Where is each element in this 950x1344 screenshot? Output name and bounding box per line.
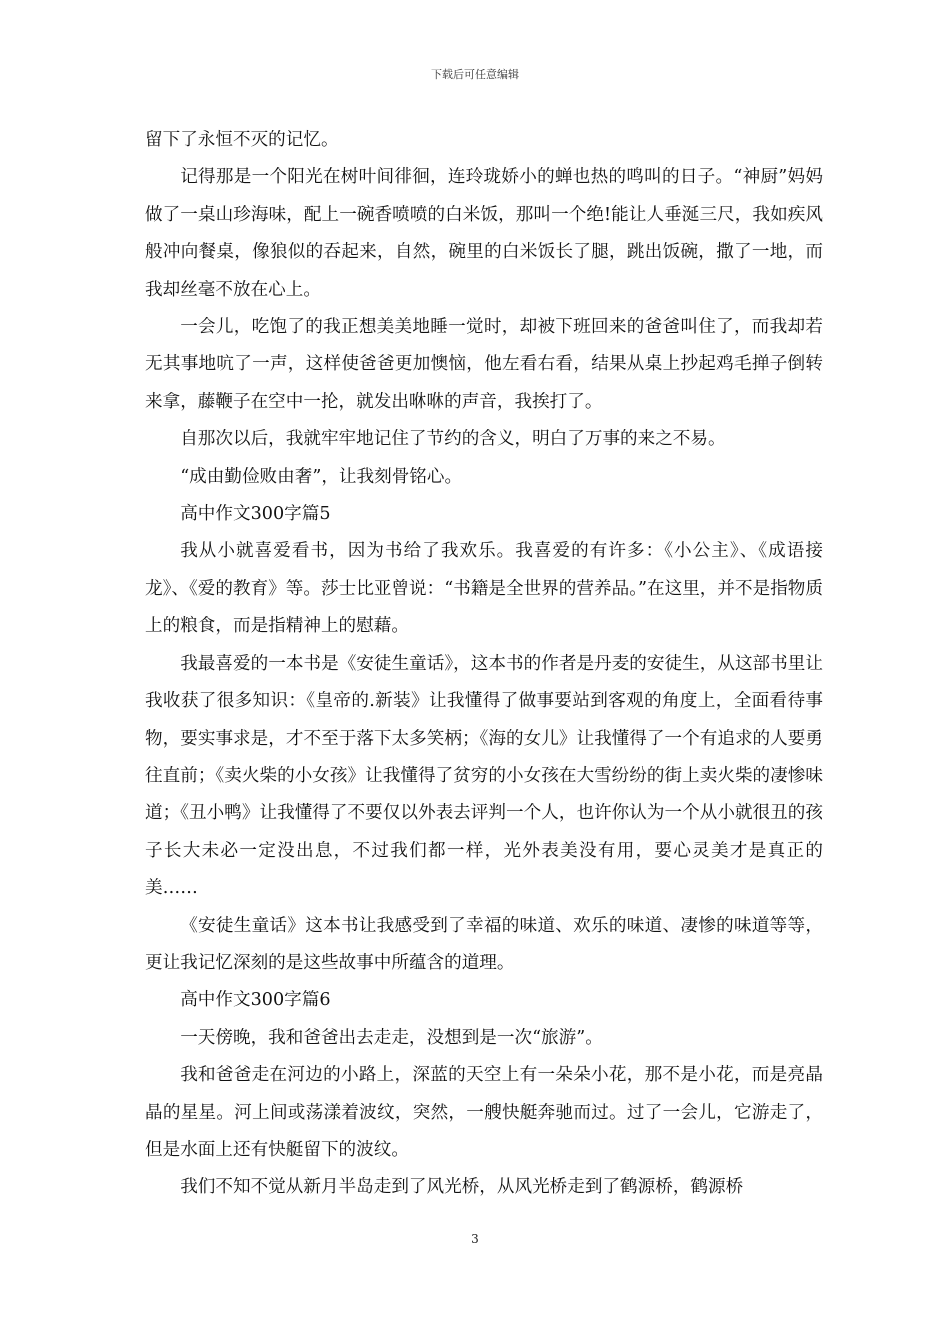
paragraph: 《安徒生童话》这本书让我感受到了幸福的味道、欢乐的味道、凄惨的味道等等，更让我记忆深刻的是这些故事中所蕴含的道理。 bbox=[145, 915, 823, 973]
paragraph: 记得那是一个阳光在树叶间徘徊，连玲珑娇小的蝉也热的鸣叫的日子。“神厨”妈妈做了一桌山珍海味，配上一碗香喷喷的白米饭，那叫一个绝!能让人垂涎三尺，我如疾风般冲向餐桌，像狼似的吞起来，自然，碗里的白米饭长了腿，跳出饭碗，撒了一地，而我却丝毫不放在心上。 bbox=[145, 167, 823, 300]
paragraph: 我和爸爸走在河边的小路上，深蓝的天空上有一朵朵小花，那不是小花，而是亮晶晶的星星。河上间或荡漾着波纹，突然，一艘快艇奔驰而过。过了一会儿，它游走了，但是水面上还有快艇留下的波纹。 bbox=[145, 1065, 823, 1160]
paragraph: 我从小就喜爱看书，因为书给了我欢乐。我喜爱的有许多：《小公主》、《成语接龙》、《爱的教育》等。莎士比亚曾说：“书籍是全世界的营养品。”在这里，并不是指物质上的粮食，而是指精神上的慰藉。 bbox=[145, 541, 823, 637]
section-heading: 高中作文300字篇6 bbox=[180, 990, 331, 1011]
paragraph: 留下了永恒不灭的记忆。 bbox=[145, 130, 339, 150]
paragraph: “成由勤俭败由奢”，让我刻骨铭心。 bbox=[180, 466, 463, 487]
paragraph: 自那次以后，我就牢牢地记住了节约的含义，明白了万事的来之不易。 bbox=[180, 429, 726, 450]
page-number: 3 bbox=[471, 1232, 479, 1246]
section-heading: 高中作文300字篇5 bbox=[180, 504, 331, 525]
paragraph: 我们不知不觉从新月半岛走到了风光桥，从风光桥走到了鹤源桥，鹤源桥 bbox=[180, 1177, 744, 1198]
paragraph: 我最喜爱的一本书是《安徒生童话》，这本书的作者是丹麦的安徒生，从这部书里让我收获了很多知识：《皇帝的.新装》让我懂得了做事要站到客观的角度上，全面看待事物，要实事求是，才不至于落下太多笑柄；《海的女儿》让我懂得了一个有追求的人要勇往直前；《卖火柴的小女孩》让我懂得了贫穷的小女孩在大雪纷纷的街上卖火柴的凄惨味道；《丑小鸭》让我懂得了不要仅以外表去评判一个人，也许你认为一个从小就很丑的孩子长大未必一定没出息，不过我们都一样，光外表美没有用，要心灵美才是真正的美…… bbox=[145, 653, 823, 899]
paragraph: 一会儿，吃饱了的我正想美美地睡一觉时，却被下班回来的爸爸叫住了，而我却若无其事地吭了一声，这样使爸爸更加懊恼，他左看右看，结果从桌上抄起鸡毛掸子倒转来拿，藤鞭子在空中一抡，就发出咻咻的声音，我挨打了。 bbox=[145, 317, 823, 412]
document-body bbox=[145, 122, 823, 1207]
paragraph: 一天傍晚，我和爸爸出去走走，没想到是一次“旅游”。 bbox=[180, 1027, 603, 1048]
page-header: 下载后可任意编辑 bbox=[431, 68, 519, 81]
